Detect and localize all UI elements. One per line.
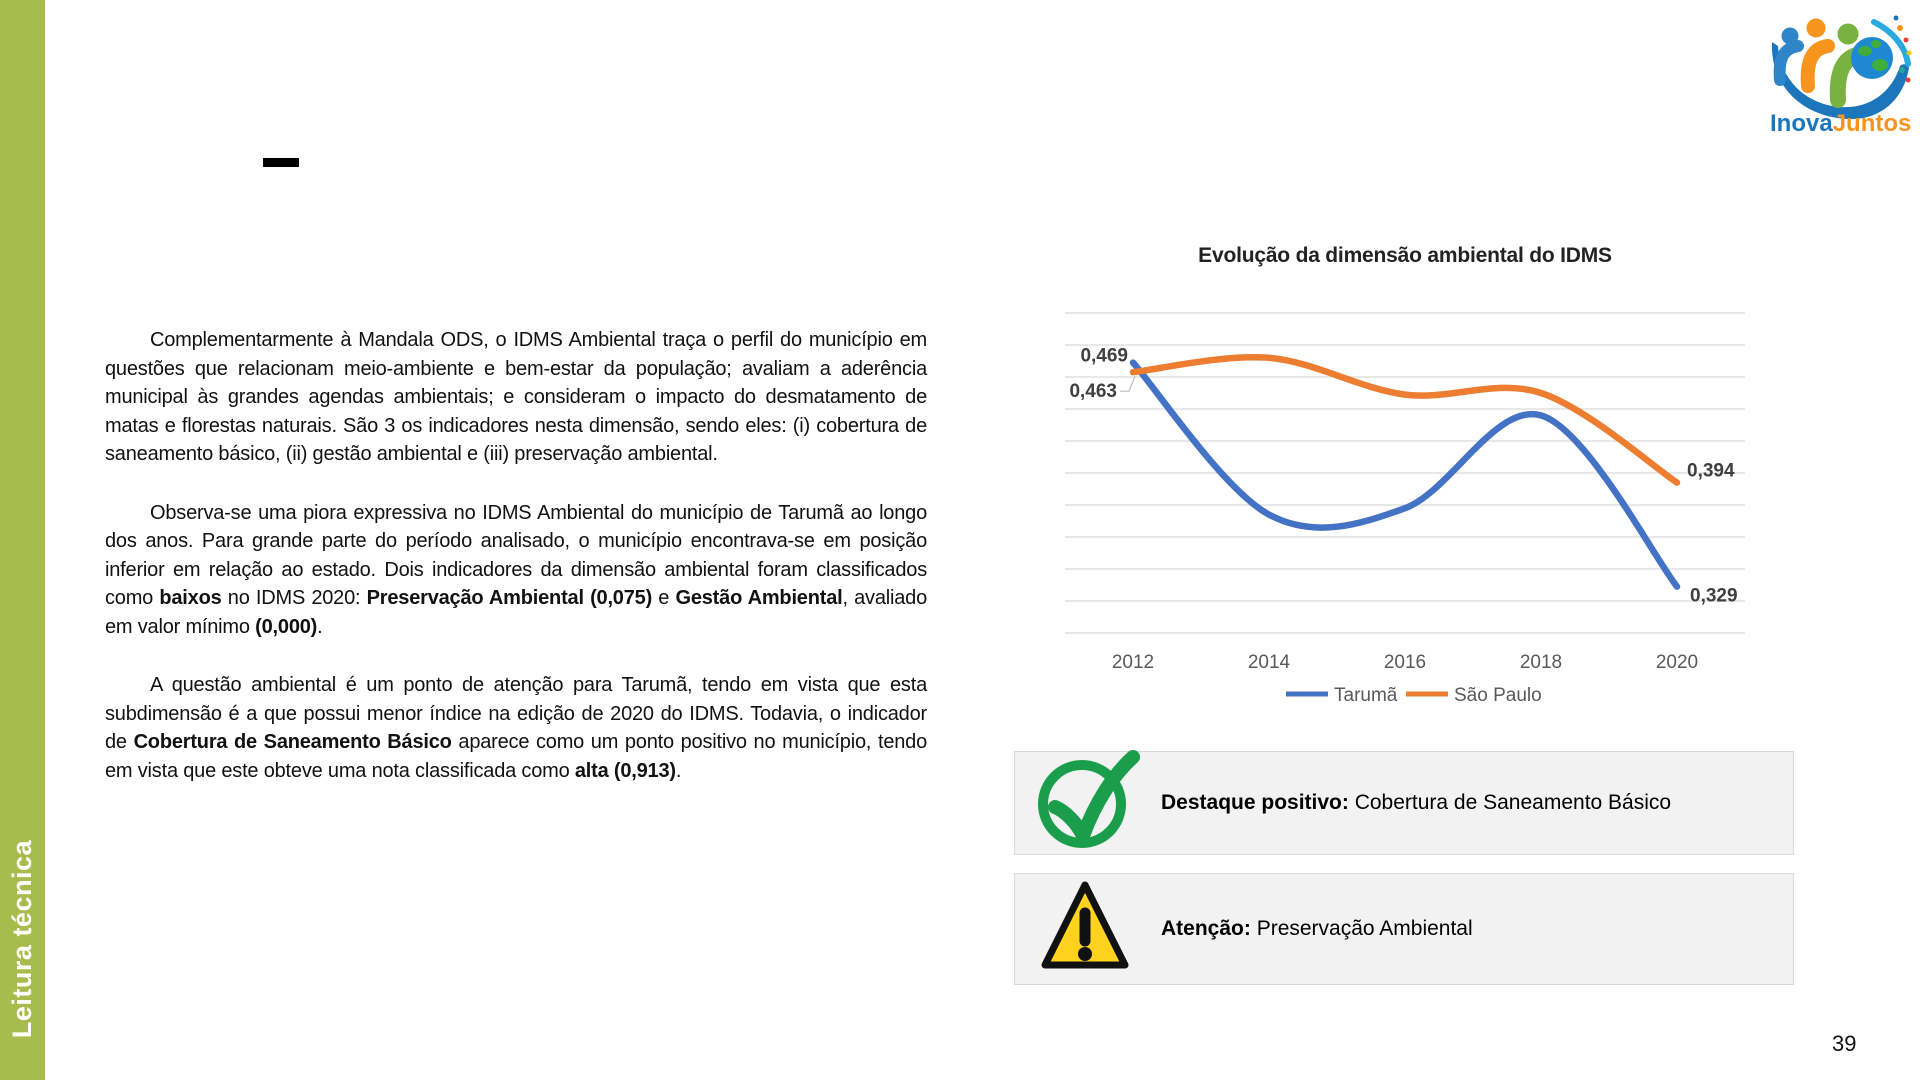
callout-attention-value: Preservação Ambiental xyxy=(1250,917,1473,940)
sidebar-band xyxy=(0,0,45,1080)
inovajuntos-logo xyxy=(1756,6,1916,138)
data-label: 0,394 xyxy=(1687,460,1735,482)
callout-positive-value: Cobertura de Saneamento Básico xyxy=(1348,791,1672,814)
x-axis-label: 2014 xyxy=(1247,652,1291,673)
paragraph: A questão ambiental é um ponto de atenção para Tarumã, tendo em vista que esta subdimensão é a que possui menor índice na edição de 2020 do IDMS. Todavia, o indicador de Cobertura de Saneamento Básico aparece como um ponto positivo no município, tendo em vista que este obteve uma nota classificada como alta (0,913). xyxy=(105,674,928,782)
data-label: 0,469 xyxy=(1080,345,1128,367)
x-axis-label: 2016 xyxy=(1383,652,1427,673)
callout-attention-label: Atenção: xyxy=(1161,917,1251,940)
x-axis-label: 2012 xyxy=(1111,652,1155,673)
label-leader-line xyxy=(1120,376,1135,391)
check-circle-icon xyxy=(1035,751,1135,855)
data-label: 0,463 xyxy=(1069,381,1117,403)
warning-triangle-icon xyxy=(1035,877,1135,981)
paragraph: Complementarmente à Mandala ODS, o IDMS Ambiental traça o perfil do município em questões que relacionam meio-ambiente e bem-estar da população; avaliam a aderência municipal às grandes agendas ambientais; e consideram o impacto do desmatamento de matas e florestas naturais. São 3 os indicadores nesta dimensão, sendo eles: (i) cobertura de saneamento básico, (ii) gestão ambiental e (iii) preservação ambiental. xyxy=(105,329,927,465)
callout-attention xyxy=(1014,873,1794,985)
callout-positive-text xyxy=(1161,791,1671,815)
x-axis-label: 2020 xyxy=(1655,652,1699,673)
callout-positive-label: Destaque positivo: xyxy=(1161,791,1349,814)
paragraph: Observa-se uma piora expressiva no IDMS Ambiental do município de Tarumã ao longo dos anos. Para grande parte do período analisado, o município encontrava-se em posição inferior em relação ao estado. Dois indicadores da dimensão ambiental foram classificados como baixos no IDMS 2020: Preservação Ambiental (0,075) e Gestão Ambiental, avaliado em valor mínimo (0,000). xyxy=(105,501,927,638)
logo-wordmark: InovaJuntos xyxy=(1770,110,1912,137)
legend-label: Tarumã xyxy=(1334,685,1398,706)
callout-attention-text xyxy=(1161,917,1473,941)
sidebar-section-label: Leitura técnica xyxy=(7,839,37,1038)
body-text xyxy=(105,326,927,815)
data-label: 0,329 xyxy=(1690,585,1738,607)
x-axis-label: 2018 xyxy=(1519,652,1563,673)
title-dash xyxy=(263,158,299,167)
page-number: 39 xyxy=(1832,1031,1857,1056)
idms-evolution-chart xyxy=(1040,280,1780,720)
logo-globe-icon xyxy=(1851,37,1893,79)
legend-label: São Paulo xyxy=(1454,685,1542,706)
chart-title: Evolução da dimensão ambiental do IDMS xyxy=(1198,244,1612,267)
callout-positive xyxy=(1014,751,1794,855)
